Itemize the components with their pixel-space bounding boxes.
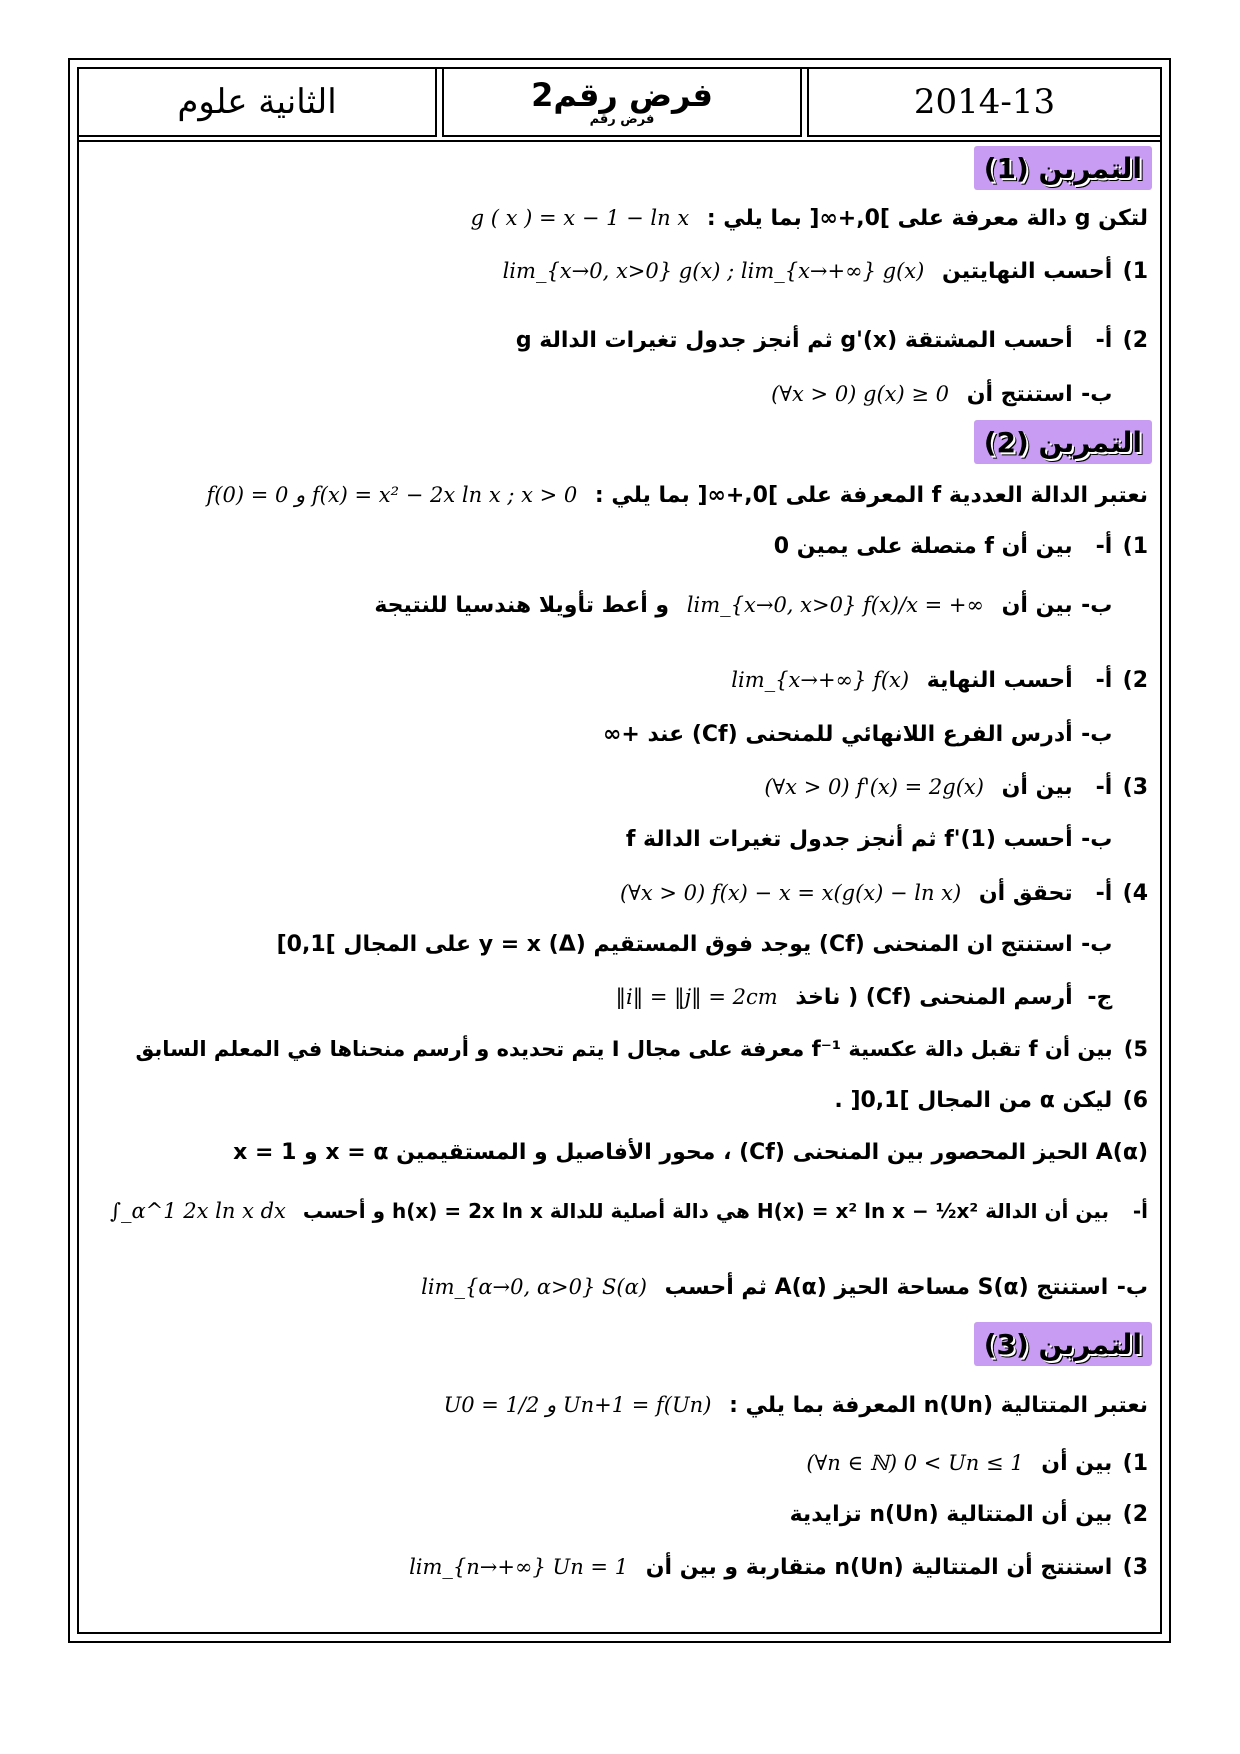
ex2-q2a: 2) أ- أحسب النهاية lim_{x→+∞} f(x) bbox=[140, 665, 1148, 696]
ex3-q2: 2) بين أن المتتالية (Un)n تزايدية bbox=[789, 1502, 1148, 1527]
ex3-q1-formula: (∀n ∈ ℕ) 0 < Un ≤ 1 bbox=[806, 1451, 1024, 1475]
ex2-q6a: أ- بين أن الدالة H(x) = x² ln x − ½x² هي دالة أصلية للدالة h(x) = 2x ln x و أحسب ∫_α^1 2x ln x dx bbox=[95, 1196, 1148, 1226]
ex1-q1-formula: lim_{x→0, x>0} g(x) ; lim_{x→+∞} g(x) bbox=[502, 259, 925, 283]
ex2-q2b: ب- أدرس الفرع اللانهائي للمنحنى (Cf) عند +∞ bbox=[603, 722, 1113, 747]
ex1-q2b: ب- استنتج أن (∀x > 0) g(x) ≥ 0 bbox=[140, 379, 1148, 410]
ex1-q1: 1) أحسب النهايتين lim_{x→0, x>0} g(x) ; lim_{x→+∞} g(x) bbox=[140, 256, 1148, 287]
ex2-q3a: 3) أ- بين أن (∀x > 0) f'(x) = 2g(x) bbox=[140, 772, 1148, 803]
exercise-2-label: التمرين (2) bbox=[974, 420, 1152, 464]
exam-title: فرض رقم2 bbox=[531, 76, 713, 114]
ex2-q4a: 4) أ- تحقق أن (∀x > 0) f(x) − x = x(g(x) − ln x) bbox=[140, 878, 1148, 909]
ex2-q1b-formula: lim_{x→0, x>0} f(x)/x = +∞ bbox=[686, 593, 984, 617]
ex3-q3-formula: lim_{n→+∞} Un = 1 bbox=[409, 1555, 629, 1579]
ex2-q2a-formula: lim_{x→+∞} f(x) bbox=[731, 668, 910, 692]
ex2-q3b: ب- أحسب f'(1) ثم أنجز جدول تغيرات الدالة f bbox=[625, 827, 1113, 852]
ex2-intro: نعتبر الدالة العددية f المعرفة على ]0,+∞[ بما يلي : f(0) = 0 و f(x) = x² − 2x ln x ; x > 0 bbox=[220, 480, 1148, 511]
ex1-intro: لتكن g دالة معرفة على ]0,+∞[ بما يلي : g ( x ) = x − 1 − ln x bbox=[140, 203, 1148, 234]
ex2-q4a-formula: (∀x > 0) f(x) − x = x(g(x) − ln x) bbox=[619, 881, 962, 905]
ex3-intro-formula: U0 = 1/2 و Un+1 = f(Un) bbox=[443, 1393, 712, 1417]
ex1-intro-formula: g ( x ) = x − 1 − ln x bbox=[470, 206, 690, 230]
ex2-q6-line2: A(α) الحيز المحصور بين المنحنى (Cf) ، محور الأفاصيل و المستقيمين x = α و x = 1 bbox=[233, 1140, 1148, 1165]
ex2-q6a-formula: ∫_α^1 2x ln x dx bbox=[110, 1199, 286, 1223]
header-year-cell bbox=[807, 67, 1162, 137]
ex3-intro: نعتبر المتتالية (Un)n المعرفة بما يلي : U0 = 1/2 و Un+1 = f(Un) bbox=[140, 1390, 1148, 1421]
ex2-q6b: ب- استنتج S(α) مساحة الحيز A(α) ثم أحسب lim_{α→0, α>0} S(α) bbox=[140, 1272, 1148, 1303]
ex2-q4b: ب- استنتج ان المنحنى (Cf) يوجد فوق المستقيم (Δ) y = x على المجال ]0,1] bbox=[276, 932, 1113, 957]
ex3-q3: 3) استنتج أن المتتالية (Un)n متقاربة و بين أن lim_{n→+∞} Un = 1 bbox=[140, 1552, 1148, 1583]
school-year: 2014-13 bbox=[913, 82, 1056, 122]
ex2-q4c-formula: ‖i‖ = ‖j‖ = 2cm bbox=[615, 985, 778, 1009]
ex3-q1: 1) بين أن (∀n ∈ ℕ) 0 < Un ≤ 1 bbox=[140, 1448, 1148, 1479]
ex2-q4c: ج- أرسم المنحنى (Cf) ( ناخذ ‖i‖ = ‖j‖ = 2cm bbox=[140, 982, 1148, 1013]
ex2-q1a: 1) أ- بين أن f متصلة على يمين 0 bbox=[773, 534, 1148, 559]
header-class-cell bbox=[77, 67, 437, 137]
ex2-intro-formula: f(0) = 0 و f(x) = x² − 2x ln x ; x > 0 bbox=[206, 483, 578, 507]
ex2-q1b: ب- بين أن lim_{x→0, x>0} f(x)/x = +∞ و أعط تأويلا هندسيا للنتيجة bbox=[140, 590, 1148, 621]
ex2-q5: 5) بين أن f تقبل دالة عكسية f⁻¹ معرفة على مجال I يتم تحديده و أرسم منحناها في المعلم السابق bbox=[135, 1037, 1148, 1061]
ex1-q2b-formula: (∀x > 0) g(x) ≥ 0 bbox=[771, 382, 950, 406]
exercise-1-label: التمرين (1) bbox=[974, 146, 1152, 190]
ex2-q6b-formula: lim_{α→0, α>0} S(α) bbox=[421, 1275, 647, 1299]
ex1-q2a: 2) أ- أحسب المشتقة g'(x) ثم أنجز جدول تغيرات الدالة g bbox=[515, 328, 1148, 353]
class-name: الثانية علوم bbox=[177, 82, 337, 122]
exam-title-sub: فرض رقم bbox=[589, 112, 655, 127]
ex2-q3a-formula: (∀x > 0) f'(x) = 2g(x) bbox=[764, 775, 984, 799]
ex2-q6: 6) ليكن α من المجال ]0,1[ . bbox=[834, 1088, 1148, 1113]
header-title-cell bbox=[442, 67, 802, 137]
exercise-3-label: التمرين (3) bbox=[974, 1322, 1152, 1366]
